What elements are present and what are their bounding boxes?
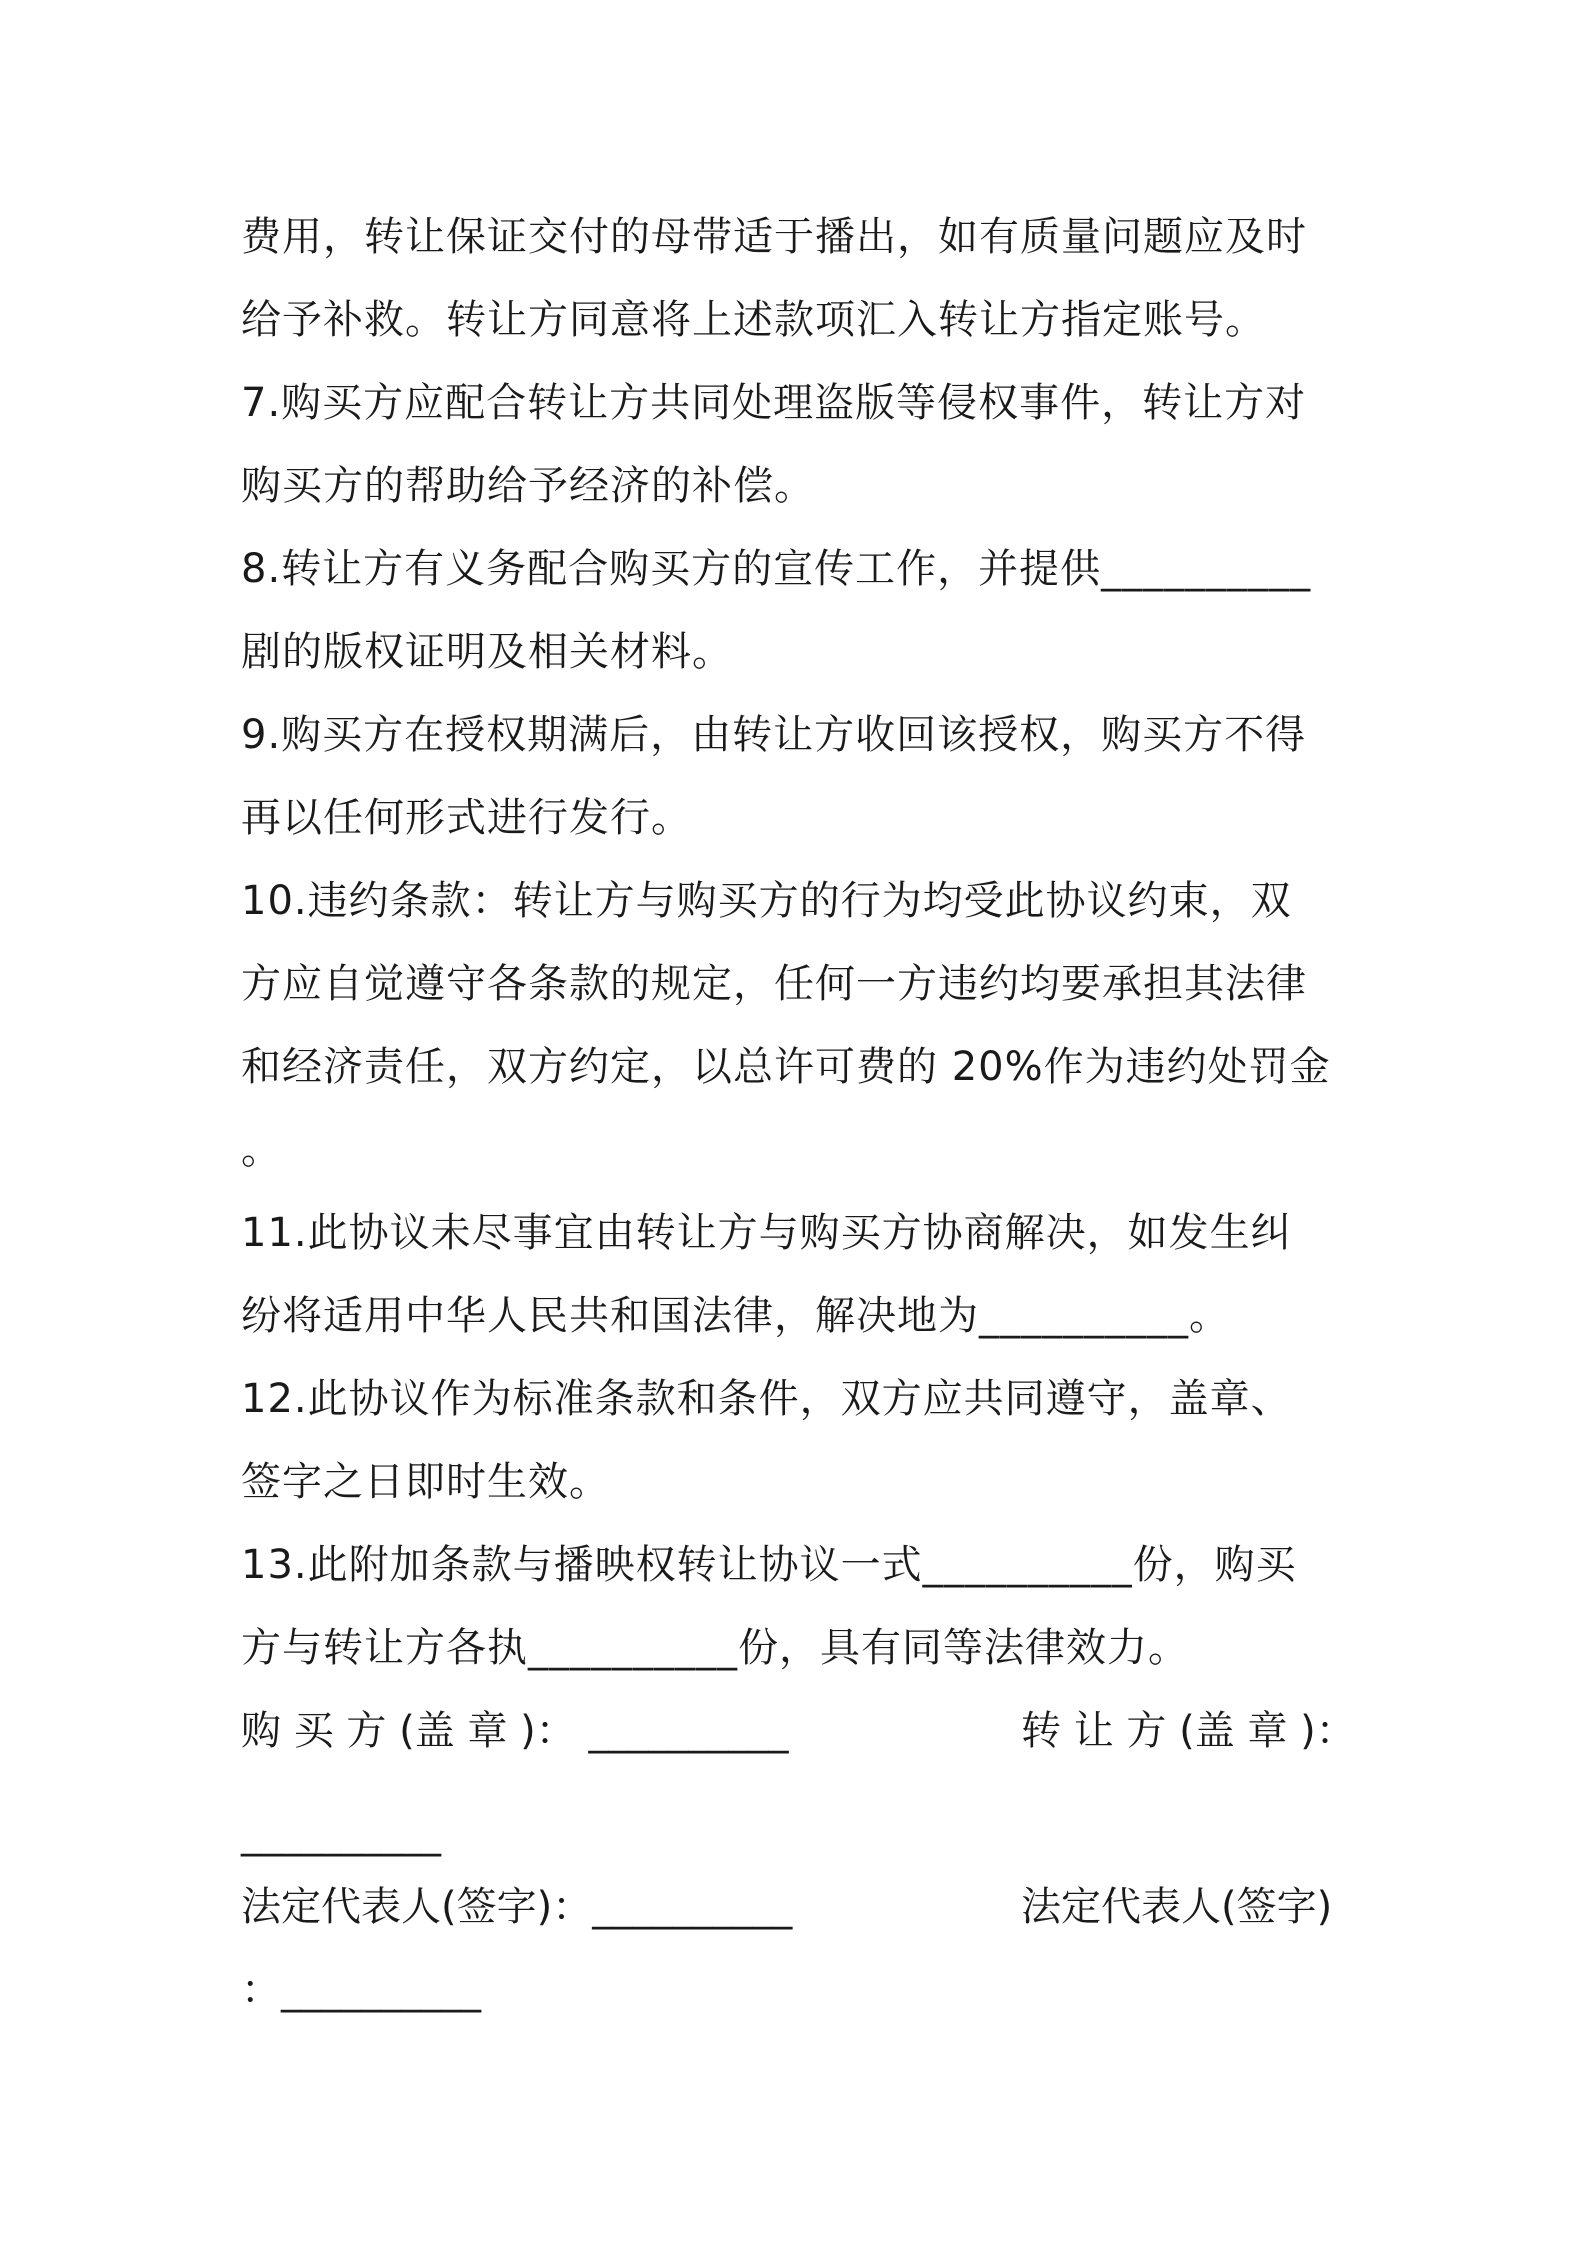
text-line: 再以任何形式进行发行。 [241,795,692,841]
clause-paragraph [241,528,1357,694]
buyer-representative-line: 法定代表人(签字)：__________ [241,1884,793,1930]
clause-paragraph [241,1358,1357,1524]
buyer-seal-line: 购 买 方 (盖 章 )： __________ [241,1708,789,1754]
text-line: 12.此协议作为标准条款和条件，双方应共同遵守，盖章、 [241,1376,1292,1422]
clause-paragraph [241,196,1357,362]
seller-seal-line: 转 让 方 (盖 章 )： [1021,1708,1356,1754]
seller-representative-line: 法定代表人(签字) [1021,1884,1333,1930]
text-line: 和经济责任，双方约定，以总许可费的 20%作为违约处罚金 [241,1044,1331,1090]
clause-paragraph [241,362,1357,528]
text-line: 剧的版权证明及相关材料。 [241,629,733,675]
document-body [241,196,1357,1690]
text-line: 给予补救。转让方同意将上述款项汇入转让方指定账号。 [241,297,1266,343]
seller-representative-blank-row [241,1949,1357,2032]
text-line: 方与转让方各执__________份，具有同等法律效力。 [241,1625,1189,1671]
text-line: 7.购买方应配合转让方共同处理盗版等侵权事件，转让方对 [241,380,1307,426]
text-line: 。 [241,1127,282,1173]
text-line: 13.此附加条款与播映权转让协议一式__________份，购买 [241,1542,1297,1588]
text-line: 购买方的帮助给予经济的补偿。 [241,463,815,509]
text-line: 10.违约条款：转让方与购买方的行为均受此协议约束，双 [241,878,1292,924]
text-line: 9.购买方在授权期满后，由转让方收回该授权，购买方不得 [241,712,1307,758]
text-line: 11.此协议未尽事宜由转让方与购买方协商解决，如发生纠 [241,1210,1292,1256]
text-line: 方应自觉遵守各条款的规定，任何一方违约均要承担其法律 [241,961,1307,1007]
clause-paragraph [241,860,1357,1192]
text-line: 纷将适用中华人民共和国法律，解决地为__________。 [241,1293,1230,1339]
clause-paragraph [241,694,1357,860]
clause-paragraph [241,1192,1357,1358]
seller-representative-blank: ：__________ [241,1967,481,2013]
seal-signature-row [241,1690,1357,1773]
clause-paragraph [241,1524,1357,1690]
text-line: 8.转让方有义务配合购买方的宣传工作，并提供__________ [241,546,1312,592]
seller-seal-blank: __________ [241,1811,441,1857]
representative-signature-row [241,1866,1357,1949]
text-line: 签字之日即时生效。 [241,1459,610,1505]
seller-seal-blank-row [241,1773,1357,1856]
text-line: 费用，转让保证交付的母带适于播出，如有质量问题应及时 [241,214,1307,260]
document-page [241,196,1357,2032]
